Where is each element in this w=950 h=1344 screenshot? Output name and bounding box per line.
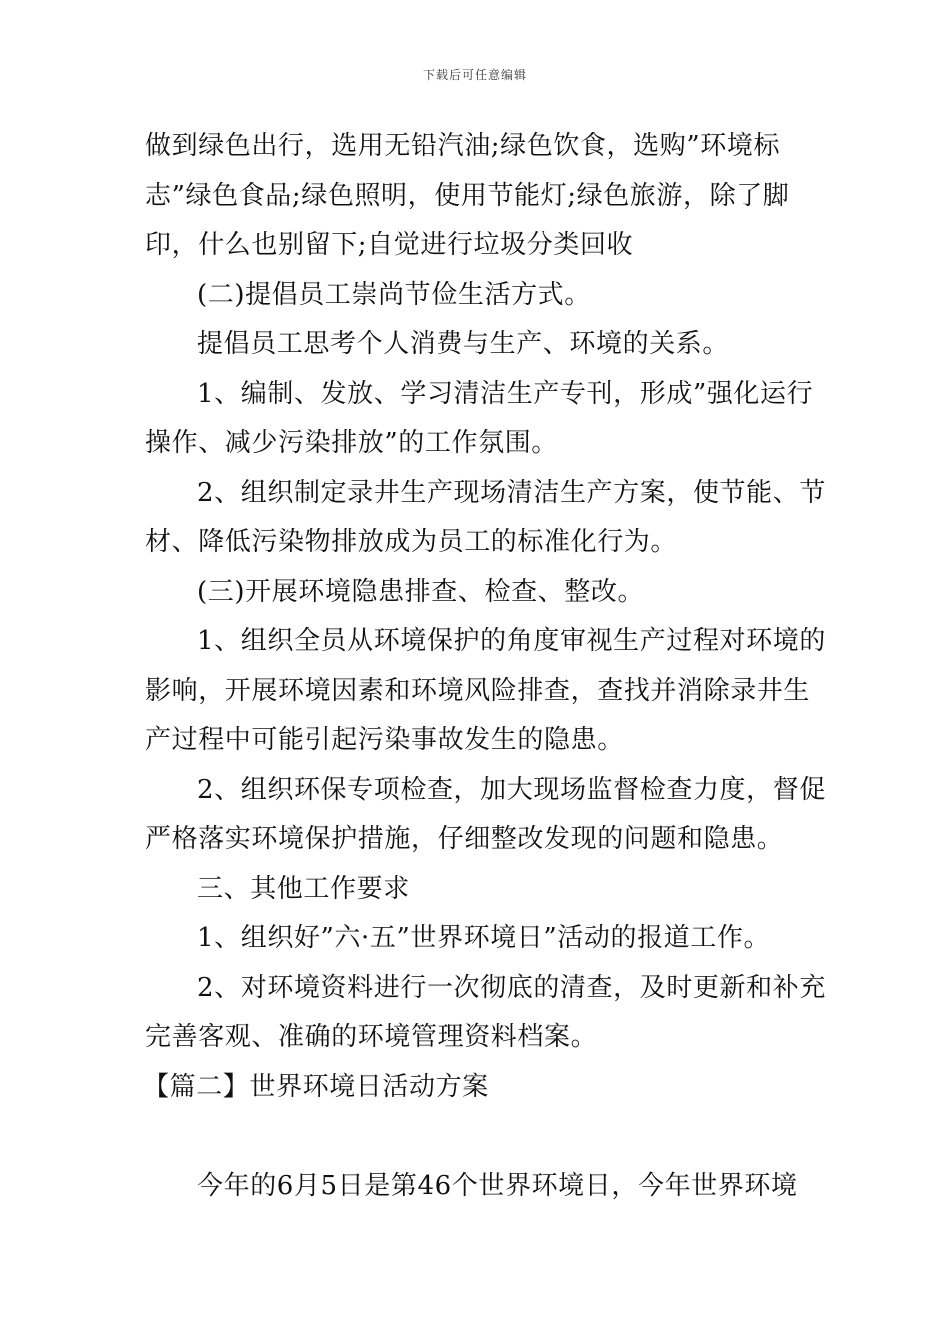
list-item: 2、对环境资料进行一次彻底的清查，及时更新和补充	[197, 972, 826, 1003]
list-item: 1、编制、发放、学习清洁生产专刊，形成”强化运行	[197, 378, 814, 409]
paragraph-line: 严格落实环境保护措施，仔细整改发现的问题和隐患。	[145, 824, 784, 854]
section-heading: (二)提倡员工崇尚节俭生活方式。	[197, 279, 591, 310]
list-item: 2、组织制定录井生产现场清洁生产方案，使节能、节	[197, 477, 826, 508]
paragraph-line: 印，什么也别留下;自觉进行垃圾分类回收	[145, 230, 634, 260]
list-item: 1、组织好”六·五”世界环境日”活动的报道工作。	[197, 923, 771, 953]
paragraph-line: 操作、减少污染排放”的工作氛围。	[145, 428, 558, 458]
paragraph-line: 志”绿色食品;绿色照明，使用节能灯;绿色旅游，除了脚	[145, 180, 790, 211]
section-heading: (三)开展环境隐患排查、检查、整改。	[197, 576, 645, 607]
paragraph-line: 完善客观、准确的环境管理资料档案。	[145, 1022, 598, 1052]
paragraph-line: 今年的6月5日是第46个世界环境日，今年世界环境	[197, 1170, 798, 1201]
paragraph-line: 产过程中可能引起污染事故发生的隐患。	[145, 725, 624, 755]
list-item: 2、组织环保专项检查，加大现场监督检查力度，督促	[197, 774, 826, 805]
list-item: 1、组织全员从环境保护的角度审视生产过程对环境的	[197, 626, 826, 656]
document-body	[143, 122, 826, 1211]
paragraph-line: 影响，开展环境因素和环境风险排查，查找并消除录井生	[145, 675, 811, 706]
paragraph-line: 材、降低污染物排放成为员工的标准化行为。	[145, 527, 678, 557]
blank-line	[145, 1112, 813, 1162]
section-heading: 三、其他工作要求	[197, 873, 410, 904]
chapter-heading: 【篇二】世界环境日活动方案	[143, 1071, 489, 1102]
paragraph-line: 做到绿色出行，选用无铅汽油;绿色饮食，选购”环境标	[145, 131, 781, 161]
paragraph-line: 提倡员工思考个人消费与生产、环境的关系。	[197, 329, 730, 359]
page-header-note: 下载后可任意编辑	[422, 68, 527, 82]
